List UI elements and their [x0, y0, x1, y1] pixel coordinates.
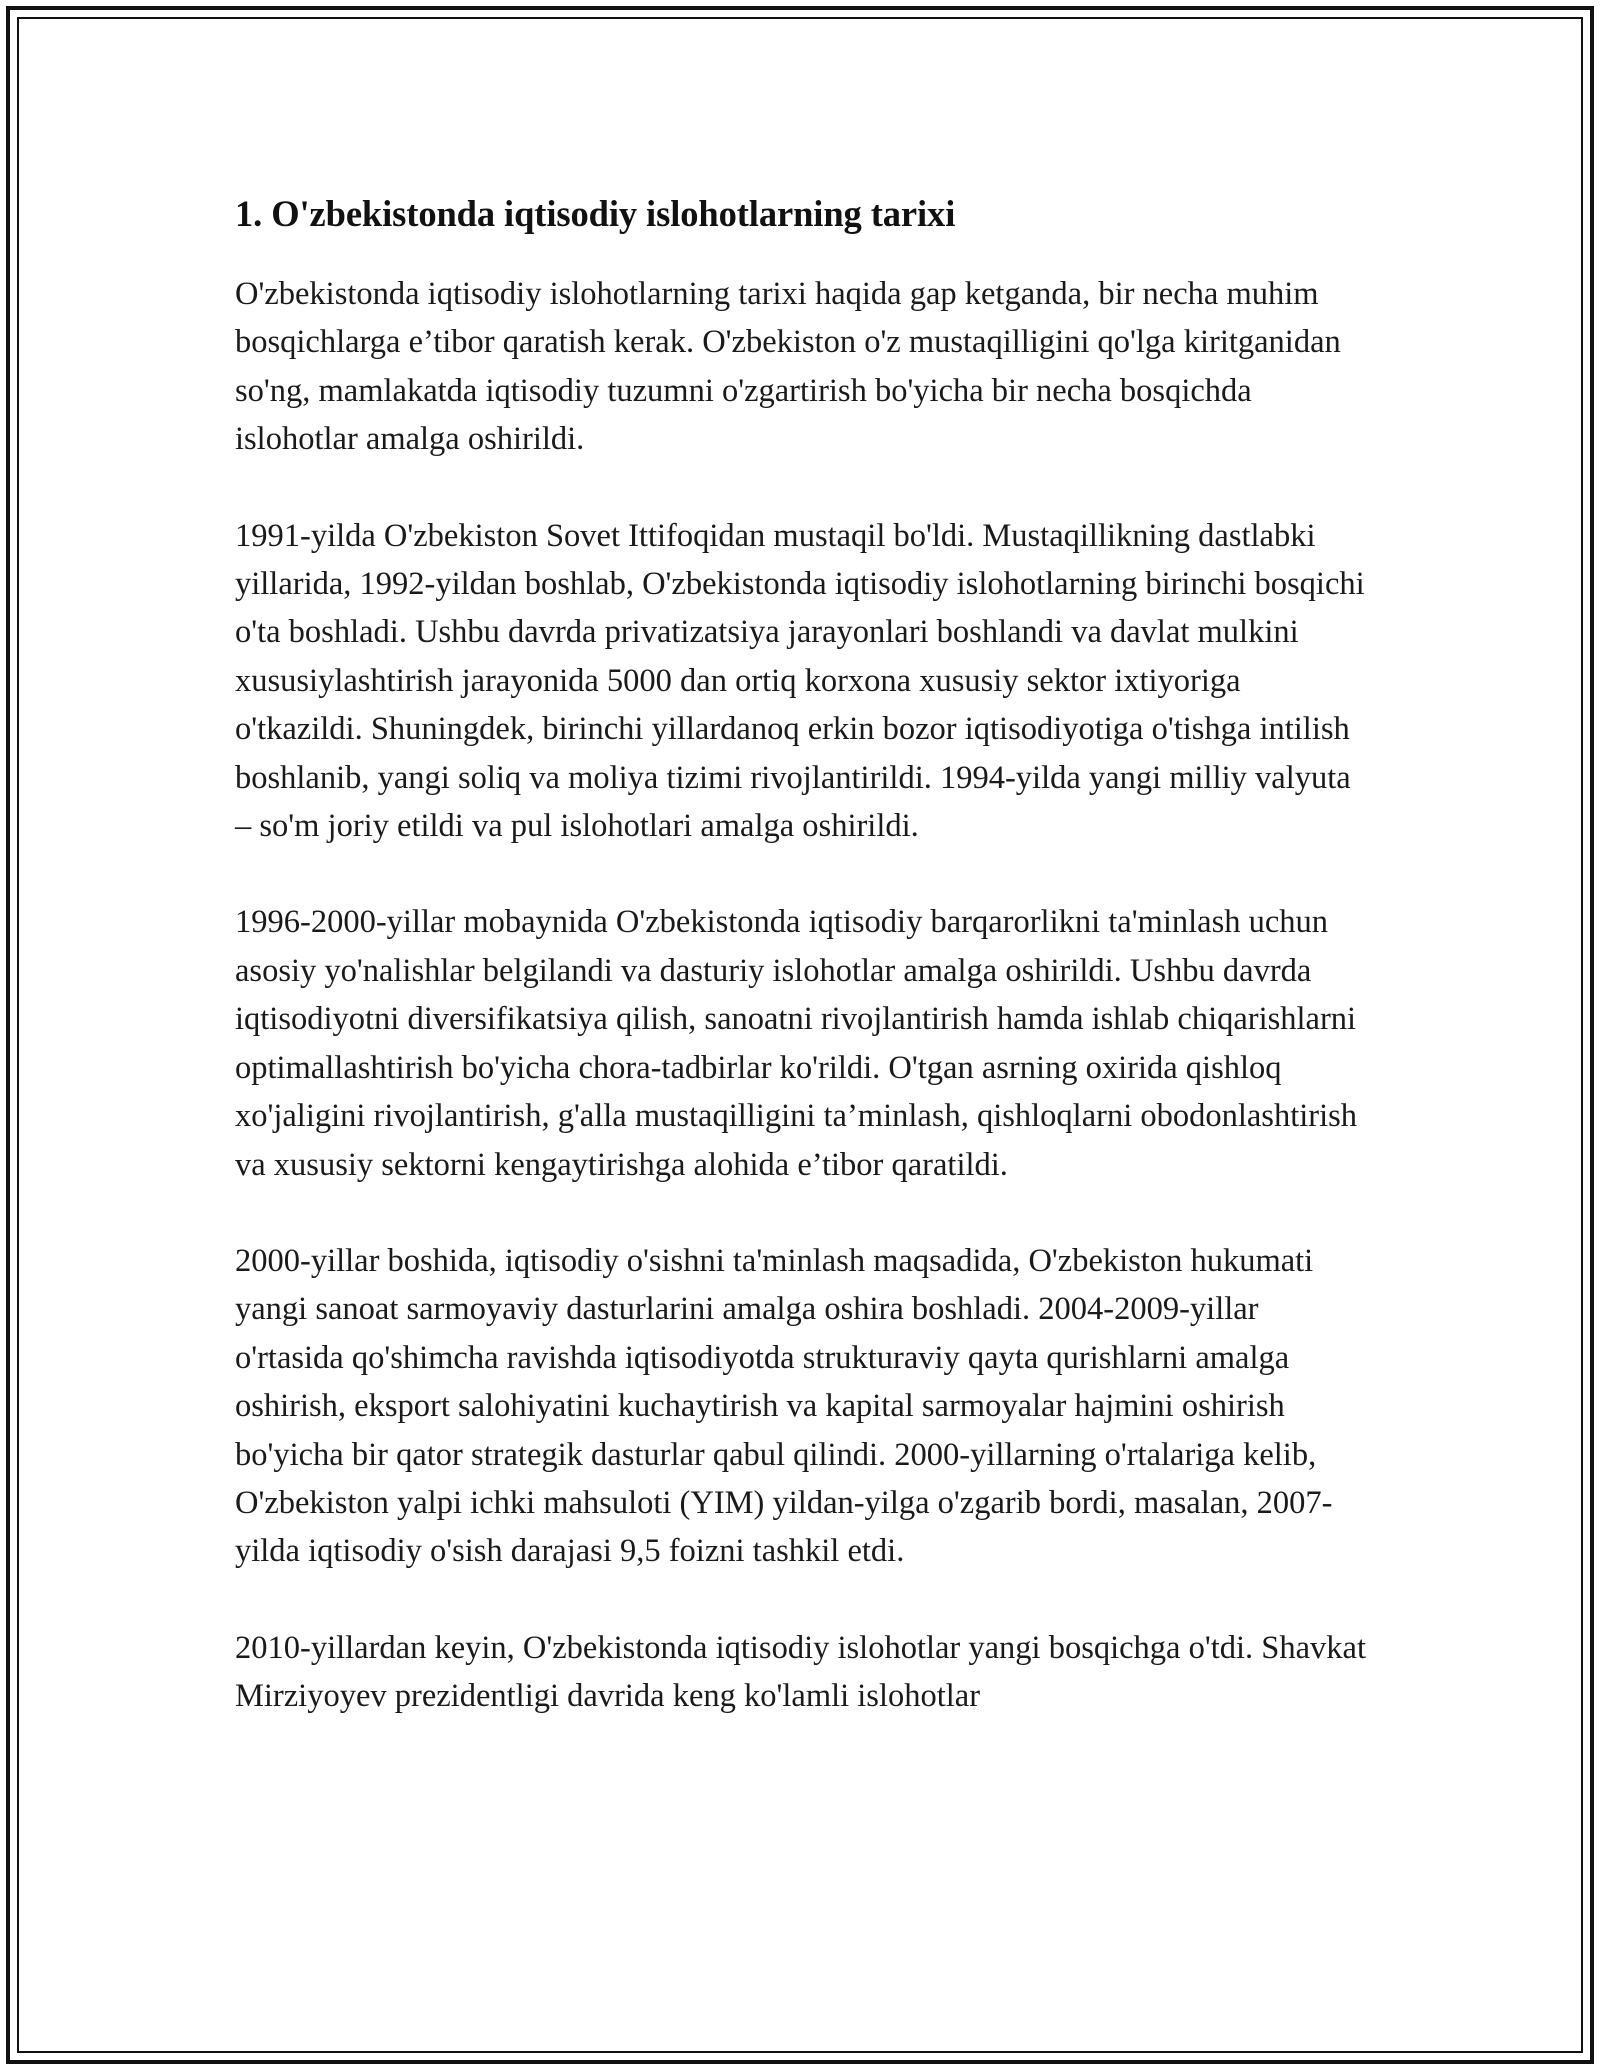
- paragraph-1991-independence: 1991-yilda O'zbekiston Sovet Ittifoqidan mustaqil bo'ldi. Mustaqillikning dastlabki yillarida, 1992-yildan boshlab, O'zbekistonda iqtisodiy islohotlarning birinchi bosqichi o'ta boshladi. Ushbu davrda privatizatsiya jarayonlari boshlandi va davlat mulkini xususiylashtirish jarayonida 5000 dan ortiq korxona xususiy sektor ixtiyoriga o'tkazildi. Shuningdek, birinchi yillardanoq erkin bozor iqtisodiyotiga o'tishga intilish boshlanib, yangi soliq va moliya tizimi rivojlantirildi. 1994-yilda yangi milliy valyuta – so'm joriy etildi va pul islohotlari amalga oshirildi.: [235, 517, 1365, 845]
- paragraph-1996-2000: 1996-2000-yillar mobaynida O'zbekistonda iqtisodiy barqarorlikni ta'minlash uchun asosiy yo'nalishlar belgilandi va dasturiy islohotlar amalga oshirildi. Ushbu davrda iqtisodiyotni diversifikatsiya qilish, sanoatni rivojlantirish hamda ishlab chiqarishlarni optimallashtirish bo'yicha chora-tadbirlar ko'rildi. O'tgan asrning oxirida qishloq xo'jaligini rivojlantirish, g'alla mustaqilligini ta’minlash, qishloqlarni obodonlashtirish va xususiy sektorni kengaytirishga alohida e’tibor qaratildi.: [235, 904, 1358, 1183]
- paragraph-2000s: 2000-yillar boshida, iqtisodiy o'sishni ta'minlash maqsadida, O'zbekiston hukumati yangi sanoat sarmoyaviy dasturlarini amalga oshira boshladi. 2004-2009-yillar o'rtasida qo'shimcha ravishda iqtisodiyotda strukturaviy qayta qurishlarni amalga oshirish, eksport salohiyatini kuchaytirish va kapital sarmoyalar hajmini oshirish bo'yicha bir qator strategik dasturlar qabul qilindi. 2000-yillarning o'rtalariga kelib, O'zbekiston yalpi ichki mahsuloti (YIM) yildan-yilga o'zgarib bordi, masalan, 2007-yilda iqtisodiy o'sish darajasi 9,5 foizni tashkil etdi.: [235, 1242, 1333, 1570]
- document-body: [235, 185, 1375, 1769]
- paragraph-2010s: 2010-yillardan keyin, O'zbekistonda iqtisodiy islohotlar yangi bosqichga o'tdi. Shavkat Mirziyoyev prezidentligi davrida keng ko'lamli islohotlar: [235, 1629, 1366, 1715]
- paragraph-intro: O'zbekistonda iqtisodiy islohotlarning tarixi haqida gap ketganda, bir necha muhim bosqichlarga e’tibor qaratish kerak. O'zbekiston o'z mustaqilligini qo'lga kiritganidan so'ng, mamlakatda iqtisodiy tuzumni o'zgartirish bo'yicha bir necha bosqichda islohotlar amalga oshirildi.: [235, 276, 1341, 458]
- section-heading: 1. O'zbekistonda iqtisodiy islohotlarning tarixi: [235, 193, 956, 234]
